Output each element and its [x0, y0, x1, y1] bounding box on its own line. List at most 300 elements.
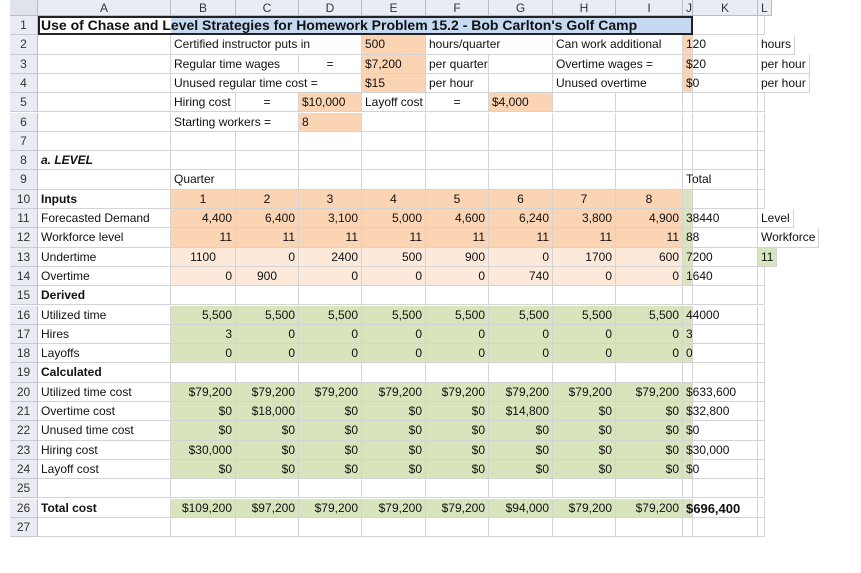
column-header-a[interactable]: A: [38, 0, 171, 16]
cell-j5[interactable]: [683, 93, 693, 112]
cell-j6[interactable]: [683, 113, 693, 132]
cell-k24[interactable]: [693, 460, 758, 479]
cell-a15[interactable]: Derived: [38, 286, 171, 305]
cell-j21[interactable]: $32,800: [683, 402, 693, 421]
cell-e15[interactable]: [362, 286, 426, 305]
row-header-2[interactable]: 2: [10, 35, 38, 54]
cell-j27[interactable]: [683, 518, 693, 537]
cell-f14[interactable]: 0: [426, 267, 489, 286]
cell-l14[interactable]: [758, 267, 765, 286]
cell-c15[interactable]: [236, 286, 299, 305]
cell-i19[interactable]: [616, 363, 683, 382]
cell-f24[interactable]: $0: [426, 460, 489, 479]
cell-b24[interactable]: $0: [171, 460, 236, 479]
cell-b13[interactable]: 1100: [171, 248, 236, 267]
cell-f25[interactable]: [426, 479, 489, 498]
cell-c22[interactable]: $0: [236, 421, 299, 440]
cell-h2[interactable]: Can work additional: [553, 35, 683, 54]
cell-c24[interactable]: $0: [236, 460, 299, 479]
cell-c9[interactable]: [236, 170, 299, 189]
cell-g25[interactable]: [489, 479, 553, 498]
cell-b2[interactable]: Certified instructor puts in: [171, 35, 362, 54]
cell-g12[interactable]: 11: [489, 228, 553, 247]
cell-g15[interactable]: [489, 286, 553, 305]
cell-e20[interactable]: $79,200: [362, 383, 426, 402]
cell-b20[interactable]: $79,200: [171, 383, 236, 402]
cell-g26[interactable]: $94,000: [489, 499, 553, 518]
cell-f15[interactable]: [426, 286, 489, 305]
cell-k1[interactable]: [693, 16, 758, 35]
cell-e9[interactable]: [362, 170, 426, 189]
cell-d20[interactable]: $79,200: [299, 383, 362, 402]
cell-a23[interactable]: Hiring cost: [38, 441, 171, 460]
cell-h5[interactable]: [553, 93, 616, 112]
cell-f18[interactable]: 0: [426, 344, 489, 363]
cell-e6[interactable]: [362, 113, 426, 132]
cell-b5[interactable]: Hiring cost: [171, 93, 236, 112]
cell-a3[interactable]: [38, 55, 171, 74]
cell-e16[interactable]: 5,500: [362, 306, 426, 325]
cell-c11[interactable]: 6,400: [236, 209, 299, 228]
cell-k27[interactable]: [693, 518, 758, 537]
cell-b26[interactable]: $109,200: [171, 499, 236, 518]
cell-l18[interactable]: [758, 344, 765, 363]
cell-a7[interactable]: [38, 132, 171, 151]
cell-h9[interactable]: [553, 170, 616, 189]
cell-j10[interactable]: [683, 190, 693, 209]
cell-l2[interactable]: hours: [758, 35, 795, 54]
cell-l4[interactable]: per hour: [758, 74, 810, 93]
cell-a1[interactable]: Use of Chase and Level Strategies for Homework Problem 15.2 - Bob Carlton's Golf Camp: [38, 16, 693, 35]
cell-e27[interactable]: [362, 518, 426, 537]
cell-e2[interactable]: 500: [362, 35, 426, 54]
cell-l3[interactable]: per hour: [758, 55, 810, 74]
cell-a25[interactable]: [38, 479, 171, 498]
cell-l26[interactable]: [758, 499, 765, 518]
cell-g17[interactable]: 0: [489, 325, 553, 344]
cell-c7[interactable]: [236, 132, 299, 151]
cell-j8[interactable]: [683, 151, 693, 170]
cell-j13[interactable]: 7200: [683, 248, 693, 267]
row-header-7[interactable]: 7: [10, 132, 38, 151]
cell-c14[interactable]: 900: [236, 267, 299, 286]
cell-a18[interactable]: Layoffs: [38, 344, 171, 363]
cell-c18[interactable]: 0: [236, 344, 299, 363]
cell-a9[interactable]: [38, 170, 171, 189]
cell-c21[interactable]: $18,000: [236, 402, 299, 421]
cell-g13[interactable]: 0: [489, 248, 553, 267]
cell-i13[interactable]: 600: [616, 248, 683, 267]
row-header-25[interactable]: 25: [10, 479, 38, 498]
column-header-k[interactable]: K: [693, 0, 758, 16]
cell-l25[interactable]: [758, 479, 765, 498]
cell-d17[interactable]: 0: [299, 325, 362, 344]
cell-i11[interactable]: 4,900: [616, 209, 683, 228]
cell-a12[interactable]: Workforce level: [38, 228, 171, 247]
cell-i15[interactable]: [616, 286, 683, 305]
cell-a22[interactable]: Unused time cost: [38, 421, 171, 440]
cell-f10[interactable]: 5: [426, 190, 489, 209]
cell-j19[interactable]: [683, 363, 693, 382]
cell-d3[interactable]: =: [299, 55, 362, 74]
cell-c5[interactable]: =: [236, 93, 299, 112]
cell-j18[interactable]: 0: [683, 344, 693, 363]
cell-l6[interactable]: [758, 113, 765, 132]
cell-b27[interactable]: [171, 518, 236, 537]
cell-f27[interactable]: [426, 518, 489, 537]
cell-f22[interactable]: $0: [426, 421, 489, 440]
cell-h25[interactable]: [553, 479, 616, 498]
cell-b6[interactable]: Starting workers =: [171, 113, 299, 132]
row-header-17[interactable]: 17: [10, 325, 38, 344]
cell-j11[interactable]: 38440: [683, 209, 693, 228]
cell-e4[interactable]: $15: [362, 74, 426, 93]
cell-j4[interactable]: $0: [683, 74, 693, 93]
cell-b15[interactable]: [171, 286, 236, 305]
row-header-26[interactable]: 26: [10, 499, 38, 518]
cell-a6[interactable]: [38, 113, 171, 132]
cell-l21[interactable]: [758, 402, 765, 421]
cell-k25[interactable]: [693, 479, 758, 498]
cell-h3[interactable]: Overtime wages =: [553, 55, 683, 74]
cell-j15[interactable]: [683, 286, 693, 305]
cell-j2[interactable]: 120: [683, 35, 693, 54]
cell-d6[interactable]: 8: [299, 113, 362, 132]
row-header-12[interactable]: 12: [10, 228, 38, 247]
cell-k22[interactable]: [693, 421, 758, 440]
row-header-13[interactable]: 13: [10, 248, 38, 267]
cell-d13[interactable]: 2400: [299, 248, 362, 267]
cell-e8[interactable]: [362, 151, 426, 170]
cell-l27[interactable]: [758, 518, 765, 537]
cell-i27[interactable]: [616, 518, 683, 537]
cell-h26[interactable]: $79,200: [553, 499, 616, 518]
cell-d15[interactable]: [299, 286, 362, 305]
cell-b22[interactable]: $0: [171, 421, 236, 440]
row-header-27[interactable]: 27: [10, 518, 38, 537]
cell-d22[interactable]: $0: [299, 421, 362, 440]
cell-k19[interactable]: [693, 363, 758, 382]
cell-l15[interactable]: [758, 286, 765, 305]
cell-g8[interactable]: [489, 151, 553, 170]
cell-i10[interactable]: 8: [616, 190, 683, 209]
cell-b11[interactable]: 4,400: [171, 209, 236, 228]
cell-e5[interactable]: Layoff cost: [362, 93, 426, 112]
cell-b16[interactable]: 5,500: [171, 306, 236, 325]
cell-h18[interactable]: 0: [553, 344, 616, 363]
cell-k10[interactable]: [693, 190, 758, 209]
column-header-l[interactable]: L: [758, 0, 772, 16]
cell-l11[interactable]: Level: [758, 209, 794, 228]
cell-h11[interactable]: 3,800: [553, 209, 616, 228]
column-header-j[interactable]: J: [683, 0, 693, 16]
cell-h7[interactable]: [553, 132, 616, 151]
column-header-i[interactable]: I: [616, 0, 683, 16]
cell-a26[interactable]: Total cost: [38, 499, 171, 518]
cell-i9[interactable]: [616, 170, 683, 189]
column-header-c[interactable]: C: [236, 0, 299, 16]
cell-l8[interactable]: [758, 151, 765, 170]
row-header-23[interactable]: 23: [10, 441, 38, 460]
cell-j16[interactable]: 44000: [683, 306, 693, 325]
cell-k18[interactable]: [693, 344, 758, 363]
cell-a14[interactable]: Overtime: [38, 267, 171, 286]
cell-f3[interactable]: per quarter: [426, 55, 489, 74]
cell-l22[interactable]: [758, 421, 765, 440]
cell-b12[interactable]: 11: [171, 228, 236, 247]
cell-a21[interactable]: Overtime cost: [38, 402, 171, 421]
cell-g7[interactable]: [489, 132, 553, 151]
cell-f7[interactable]: [426, 132, 489, 151]
cell-e25[interactable]: [362, 479, 426, 498]
cell-d18[interactable]: 0: [299, 344, 362, 363]
cell-e7[interactable]: [362, 132, 426, 151]
cell-i18[interactable]: 0: [616, 344, 683, 363]
cell-a4[interactable]: [38, 74, 171, 93]
cell-i20[interactable]: $79,200: [616, 383, 683, 402]
cell-a16[interactable]: Utilized time: [38, 306, 171, 325]
cell-b23[interactable]: $30,000: [171, 441, 236, 460]
cell-l20[interactable]: [758, 383, 765, 402]
cell-b18[interactable]: 0: [171, 344, 236, 363]
cell-g23[interactable]: $0: [489, 441, 553, 460]
cell-l10[interactable]: [758, 190, 765, 209]
cell-l19[interactable]: [758, 363, 765, 382]
cell-e13[interactable]: 500: [362, 248, 426, 267]
cell-i24[interactable]: $0: [616, 460, 683, 479]
cell-j9[interactable]: Total: [683, 170, 693, 189]
row-header-19[interactable]: 19: [10, 363, 38, 382]
cell-l16[interactable]: [758, 306, 765, 325]
cell-c19[interactable]: [236, 363, 299, 382]
row-header-16[interactable]: 16: [10, 306, 38, 325]
cell-a5[interactable]: [38, 93, 171, 112]
cell-c8[interactable]: [236, 151, 299, 170]
cell-g21[interactable]: $14,800: [489, 402, 553, 421]
cell-b9[interactable]: Quarter: [171, 170, 236, 189]
select-all-corner[interactable]: [10, 0, 38, 16]
row-header-10[interactable]: 10: [10, 190, 38, 209]
cell-h8[interactable]: [553, 151, 616, 170]
cell-j17[interactable]: 3: [683, 325, 693, 344]
cell-l9[interactable]: [758, 170, 765, 189]
cell-i12[interactable]: 11: [616, 228, 683, 247]
column-header-b[interactable]: B: [171, 0, 236, 16]
cell-i7[interactable]: [616, 132, 683, 151]
row-header-1[interactable]: 1: [10, 16, 38, 35]
cell-g24[interactable]: $0: [489, 460, 553, 479]
row-header-20[interactable]: 20: [10, 383, 38, 402]
cell-g4[interactable]: [489, 74, 553, 93]
cell-e14[interactable]: 0: [362, 267, 426, 286]
cell-a10[interactable]: Inputs: [38, 190, 171, 209]
cell-l24[interactable]: [758, 460, 765, 479]
cell-d23[interactable]: $0: [299, 441, 362, 460]
cell-k4[interactable]: [693, 74, 758, 93]
cell-f8[interactable]: [426, 151, 489, 170]
row-header-8[interactable]: 8: [10, 151, 38, 170]
cell-i14[interactable]: 0: [616, 267, 683, 286]
cell-i21[interactable]: $0: [616, 402, 683, 421]
cell-d27[interactable]: [299, 518, 362, 537]
row-header-3[interactable]: 3: [10, 55, 38, 74]
cell-l17[interactable]: [758, 325, 765, 344]
cell-k6[interactable]: [693, 113, 758, 132]
cell-d26[interactable]: $79,200: [299, 499, 362, 518]
cell-e22[interactable]: $0: [362, 421, 426, 440]
cell-f13[interactable]: 900: [426, 248, 489, 267]
cell-h20[interactable]: $79,200: [553, 383, 616, 402]
cell-e23[interactable]: $0: [362, 441, 426, 460]
cell-i25[interactable]: [616, 479, 683, 498]
cell-f11[interactable]: 4,600: [426, 209, 489, 228]
cell-d8[interactable]: [299, 151, 362, 170]
cell-i23[interactable]: $0: [616, 441, 683, 460]
cell-e21[interactable]: $0: [362, 402, 426, 421]
cell-g22[interactable]: $0: [489, 421, 553, 440]
cell-a27[interactable]: [38, 518, 171, 537]
cell-j7[interactable]: [683, 132, 693, 151]
cell-i5[interactable]: [616, 93, 683, 112]
spreadsheet-grid[interactable]: [10, 0, 838, 573]
cell-g11[interactable]: 6,240: [489, 209, 553, 228]
cell-k17[interactable]: [693, 325, 758, 344]
cell-b19[interactable]: [171, 363, 236, 382]
row-header-22[interactable]: 22: [10, 421, 38, 440]
cell-k12[interactable]: [693, 228, 758, 247]
row-header-6[interactable]: 6: [10, 113, 38, 132]
cell-a17[interactable]: Hires: [38, 325, 171, 344]
cell-g14[interactable]: 740: [489, 267, 553, 286]
column-header-h[interactable]: H: [553, 0, 616, 16]
cell-h21[interactable]: $0: [553, 402, 616, 421]
cell-c16[interactable]: 5,500: [236, 306, 299, 325]
cell-e24[interactable]: $0: [362, 460, 426, 479]
cell-a24[interactable]: Layoff cost: [38, 460, 171, 479]
cell-i17[interactable]: 0: [616, 325, 683, 344]
cell-h14[interactable]: 0: [553, 267, 616, 286]
cell-b10[interactable]: 1: [171, 190, 236, 209]
row-header-15[interactable]: 15: [10, 286, 38, 305]
cell-i8[interactable]: [616, 151, 683, 170]
cell-i6[interactable]: [616, 113, 683, 132]
cell-l23[interactable]: [758, 441, 765, 460]
cell-f20[interactable]: $79,200: [426, 383, 489, 402]
cell-l1[interactable]: [758, 16, 765, 35]
cell-c27[interactable]: [236, 518, 299, 537]
cell-h15[interactable]: [553, 286, 616, 305]
cell-f9[interactable]: [426, 170, 489, 189]
cell-b17[interactable]: 3: [171, 325, 236, 344]
cell-d19[interactable]: [299, 363, 362, 382]
cell-a2[interactable]: [38, 35, 171, 54]
cell-a20[interactable]: Utilized time cost: [38, 383, 171, 402]
cell-g6[interactable]: [489, 113, 553, 132]
row-header-5[interactable]: 5: [10, 93, 38, 112]
cell-f26[interactable]: $79,200: [426, 499, 489, 518]
column-header-f[interactable]: F: [426, 0, 489, 16]
row-header-11[interactable]: 11: [10, 209, 38, 228]
row-header-18[interactable]: 18: [10, 344, 38, 363]
cell-h4[interactable]: Unused overtime: [553, 74, 683, 93]
column-header-g[interactable]: G: [489, 0, 553, 16]
cell-h23[interactable]: $0: [553, 441, 616, 460]
cell-l5[interactable]: [758, 93, 765, 112]
cell-f4[interactable]: per hour: [426, 74, 489, 93]
cell-d10[interactable]: 3: [299, 190, 362, 209]
cell-c17[interactable]: 0: [236, 325, 299, 344]
cell-c13[interactable]: 0: [236, 248, 299, 267]
cell-k5[interactable]: [693, 93, 758, 112]
cell-h12[interactable]: 11: [553, 228, 616, 247]
cell-d5[interactable]: $10,000: [299, 93, 362, 112]
cell-e18[interactable]: 0: [362, 344, 426, 363]
cell-f17[interactable]: 0: [426, 325, 489, 344]
cell-f19[interactable]: [426, 363, 489, 382]
column-header-e[interactable]: E: [362, 0, 426, 16]
cell-b25[interactable]: [171, 479, 236, 498]
cell-g10[interactable]: 6: [489, 190, 553, 209]
cell-d11[interactable]: 3,100: [299, 209, 362, 228]
cell-k15[interactable]: [693, 286, 758, 305]
cell-c20[interactable]: $79,200: [236, 383, 299, 402]
cell-h22[interactable]: $0: [553, 421, 616, 440]
cell-g16[interactable]: 5,500: [489, 306, 553, 325]
cell-b7[interactable]: [171, 132, 236, 151]
cell-b21[interactable]: $0: [171, 402, 236, 421]
cell-g19[interactable]: [489, 363, 553, 382]
cell-j3[interactable]: $20: [683, 55, 693, 74]
cell-a19[interactable]: Calculated: [38, 363, 171, 382]
row-header-9[interactable]: 9: [10, 170, 38, 189]
row-header-24[interactable]: 24: [10, 460, 38, 479]
cell-f16[interactable]: 5,500: [426, 306, 489, 325]
cell-c12[interactable]: 11: [236, 228, 299, 247]
cell-d7[interactable]: [299, 132, 362, 151]
cell-h17[interactable]: 0: [553, 325, 616, 344]
cell-l12[interactable]: Workforce: [758, 228, 819, 247]
cell-l13[interactable]: 11: [758, 248, 777, 267]
cell-d12[interactable]: 11: [299, 228, 362, 247]
cell-b4[interactable]: Unused regular time cost =: [171, 74, 362, 93]
row-header-14[interactable]: 14: [10, 267, 38, 286]
cell-f12[interactable]: 11: [426, 228, 489, 247]
cell-g20[interactable]: $79,200: [489, 383, 553, 402]
cell-c26[interactable]: $97,200: [236, 499, 299, 518]
cell-d25[interactable]: [299, 479, 362, 498]
cell-e17[interactable]: 0: [362, 325, 426, 344]
cell-d24[interactable]: $0: [299, 460, 362, 479]
cell-g27[interactable]: [489, 518, 553, 537]
cell-j24[interactable]: $0: [683, 460, 693, 479]
cell-i22[interactable]: $0: [616, 421, 683, 440]
cell-f6[interactable]: [426, 113, 489, 132]
cell-j25[interactable]: [683, 479, 693, 498]
cell-a8[interactable]: a. LEVEL: [38, 151, 171, 170]
cell-g18[interactable]: 0: [489, 344, 553, 363]
cell-l7[interactable]: [758, 132, 765, 151]
cell-g5[interactable]: $4,000: [489, 93, 553, 112]
cell-i16[interactable]: 5,500: [616, 306, 683, 325]
cell-e3[interactable]: $7,200: [362, 55, 426, 74]
cell-j22[interactable]: $0: [683, 421, 693, 440]
cell-h13[interactable]: 1700: [553, 248, 616, 267]
cell-b3[interactable]: Regular time wages: [171, 55, 299, 74]
cell-f23[interactable]: $0: [426, 441, 489, 460]
cell-e26[interactable]: $79,200: [362, 499, 426, 518]
cell-d14[interactable]: 0: [299, 267, 362, 286]
cell-k7[interactable]: [693, 132, 758, 151]
